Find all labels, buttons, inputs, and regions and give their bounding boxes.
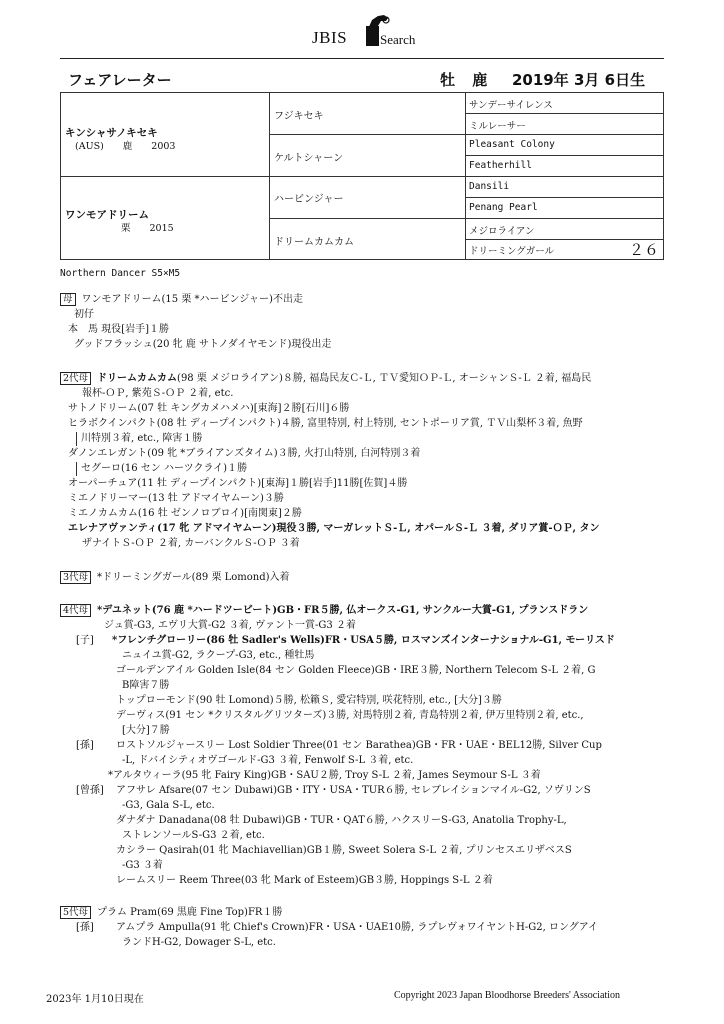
g5-text: プラム Pram(69 黒鹿 Fine Top)FR１勝 <box>97 907 283 918</box>
gen3-name: Dansili <box>469 181 510 192</box>
g4-line-19: レームスリー Reem Three(03 牝 Mark of Esteem)GB３勝, Hoppings S-L ２着 <box>116 875 493 886</box>
section-tag-5th-dam: 5代母 <box>60 906 91 919</box>
dam-line-1 <box>60 293 303 307</box>
g4-line-3: *フレンチグローリー(86 牡 Sadler's Wells)FR・USA５勝, ロスマンズインターナショナル-G1, モーリスド <box>112 635 615 646</box>
g2-line-5: 川特別３着, etc., 障害１勝 <box>76 432 202 446</box>
section-tag-dam: 母 <box>60 293 76 306</box>
g4-label-offspring: [子] <box>76 635 94 646</box>
gen2-cell-2 <box>270 135 466 177</box>
section-tag-2nd-dam: 2代母 <box>60 372 91 385</box>
family-number: ２６ <box>628 241 659 259</box>
pedigree-sire-cell <box>61 93 270 177</box>
g5-line-3: ランドH-G2, Dowager S-L, etc. <box>122 937 276 948</box>
section-tag-4th-dam: 4代母 <box>60 604 91 617</box>
g4-label-grandchildren: [孫] <box>76 740 94 751</box>
g2-line-12: ザナイトＳ-ＯＰ ２着, カーバンクルＳ-ＯＰ ３着 <box>82 538 300 549</box>
logo-jbis-text: JBIS <box>312 28 348 47</box>
dam-detail: 栗 2015 <box>121 223 174 234</box>
gen2-name: ドリームカムカム <box>274 237 354 248</box>
gen2-name: フジキセキ <box>274 111 324 122</box>
g5-label-grandchildren: [孫] <box>76 922 94 933</box>
logo-search-text: Search <box>380 32 416 47</box>
g4-line-6: B障害７勝 <box>122 680 170 691</box>
gen3-cell-5 <box>466 177 663 198</box>
g3-line-1 <box>60 571 290 585</box>
gen2-cell-3 <box>270 177 466 219</box>
dam-text: ワンモアドリーム(15 栗 *ハービンジャー)不出走 <box>81 294 303 305</box>
g5-line-2: アムプラ Ampulla(91 牝 Chief's Crown)FR・USA・UAE10勝, ラプレヴォワイヤントH-G2, ロングアイ <box>116 922 598 933</box>
gen3-cell-7 <box>466 219 663 240</box>
g2-line-10: ミエノカムカム(16 牡 ゼンノロブロイ)[南関東]２勝 <box>68 508 302 519</box>
g4-line-8: デーヴィス(91 セン *クリスタルグリツターズ)３勝, 対馬特別２着, 青島特別２着, 伊万里特別２着, etc., <box>116 710 584 721</box>
dam-name: ワンモアドリーム <box>65 209 149 221</box>
g2-text: (98 栗 メジロライアン)８勝, 福島民友Ｃ-Ｌ, ＴＶ愛知ＯＰ-Ｌ, オーシャンＳ-Ｌ ２着, 福島民 <box>177 373 592 384</box>
gen3-name: メジロライアン <box>469 226 535 237</box>
gen3-name: Pleasant Colony <box>469 139 555 150</box>
gen3-name: ドリーミングガール <box>469 246 555 257</box>
gen2-name: ケルトシャーン <box>274 153 344 164</box>
gen3-cell-4 <box>466 156 663 177</box>
pedigree-dam-cell <box>61 177 270 260</box>
g2-line-7: セグーロ(16 セン ハーツクライ)１勝 <box>76 462 247 476</box>
g4-line-18: -G3 ３着 <box>122 860 163 871</box>
footer-copyright: Copyright 2023 Japan Bloodhorse Breeders' Association <box>394 990 620 1001</box>
inbreeding-note: Northern Dancer S5×M5 <box>60 268 181 279</box>
gen2-cell-1 <box>270 93 466 135</box>
dam-line-2: 初仔 <box>74 309 94 320</box>
g4-line-10: ロストソルジャースリー Lost Soldier Three(01 セン Barathea)GB・FR・UAE・BEL12勝, Silver Cup <box>116 740 602 751</box>
gen2-name: ハービンジャー <box>274 194 344 205</box>
gen3-name: サンデーサイレンス <box>469 100 553 111</box>
g4-line-17: カシラー Qasirah(01 牝 Machiavellian)GB１勝, Sweet Solera S-L ２着, プリンセスエリザベスS <box>116 845 572 856</box>
g2-line-4: ヒラボクインパクト(08 牡 ディープインパクト)４勝, 富里特別, 村上特別, セントポーリア賞, ＴＶ山梨杯３着, 魚野 <box>68 418 583 429</box>
g4-line-7: トップローモンド(90 牡 Lomond)５勝, 松籟Ｓ, 愛宕特別, 咲花特別, etc., [大分]３勝 <box>116 695 502 706</box>
gen2-cell-4 <box>270 219 466 260</box>
g2-line-8: オーパーチュア(11 牡 ディープインパクト)[東海]１勝[岩手]11勝[佐賀]４勝 <box>68 478 408 489</box>
g2-line-6: ダノンエレガント(09 牝 *ブライアンズタイム)３勝, 火打山特別, 白河特別３着 <box>68 448 421 459</box>
horse-sex-color: 牡 鹿 <box>440 71 494 89</box>
footer-date: 2023年 1月10日現在 <box>46 994 144 1005</box>
g4-line-4: ニュイユ賞-G2, ラクープ-G3, etc., 種牡馬 <box>122 650 315 661</box>
gen3-cell-2 <box>466 114 663 135</box>
horse-name: フェアレーター <box>68 71 172 89</box>
g4-label-great-grandchildren: [曾孫] <box>76 785 104 796</box>
gen3-name: Penang Pearl <box>469 202 538 213</box>
g2-line-3: サトノドリーム(07 牡 キングカメハメハ)[東海]２勝[石川]６勝 <box>68 403 350 414</box>
horse-birth-date: 2019年 3月 6日生 <box>512 71 646 89</box>
g3-text: *ドリーミングガール(89 栗 Lomond)入着 <box>97 572 290 583</box>
dam-line-3: 本 馬 現役[岩手]１勝 <box>68 324 169 335</box>
gen3-cell-1 <box>466 93 663 114</box>
gen3-cell-6 <box>466 198 663 219</box>
g4-line-5: ゴールデンアイル Golden Isle(84 セン Golden Fleece)GB・IRE３勝, Northern Telecom S-L ２着, G <box>116 665 596 676</box>
jbis-search-logo[interactable] <box>312 14 424 50</box>
sire-detail: (AUS) 鹿 2003 <box>75 141 176 152</box>
gen3-cell-3 <box>466 135 663 156</box>
g4-line-11: -L, ドバイシティオヴゴールド-G3 ３着, Fenwolf S-L ３着, etc. <box>122 755 414 766</box>
dam-line-4: グッドフラッシュ(20 牝 鹿 サトノダイヤモンド)現役出走 <box>74 339 332 350</box>
section-tag-3rd-dam: 3代母 <box>60 571 91 584</box>
header-rule <box>60 58 664 59</box>
gen3-name: Featherhill <box>469 160 532 171</box>
logo-block <box>366 26 379 46</box>
g5-line-1 <box>60 906 282 920</box>
g4-line-1 <box>60 604 588 618</box>
g4-line-14: -G3, Gala S-L, etc. <box>122 800 215 811</box>
g4-line-12: *アルタウィーラ(95 牝 Fairy King)GB・SAU２勝, Troy S-L ２着, James Seymour S-L ３着 <box>108 770 541 781</box>
g2-line-2: 報杯-ＯＰ, 紫苑Ｓ-ＯＰ ２着, etc. <box>82 388 234 399</box>
sire-name: キンシャサノキセキ <box>65 127 158 139</box>
gen3-cell-8 <box>466 240 663 260</box>
g4-line-2: ジュ賞-G3, エヴリ大賞-G2 ３着, ヴァント一賞-G3 ２着 <box>104 620 356 631</box>
gen3-name: ミルレーサー <box>469 121 526 132</box>
g4-line-13: アフサレ Afsare(07 セン Dubawi)GB・ITY・USA・TUR６勝, セレブレイションマイル-G2, ソヴリンS <box>116 785 591 796</box>
g4-line-15: ダナダナ Danadana(08 牡 Dubawi)GB・TUR・QAT６勝, ハクスリーS-G3, Anatolia Trophy-L, <box>116 815 567 826</box>
g2-line-9: ミエノドリーマー(13 牡 アドマイヤムーン)３勝 <box>68 493 284 504</box>
g2-line-1 <box>60 372 591 386</box>
g2-dam-name: ドリームカムカム <box>97 373 178 384</box>
g4-line-16: ストレンソールS-G3 ２着, etc. <box>122 830 265 841</box>
g4-line-9: [大分]７勝 <box>122 725 170 736</box>
pedigree-table <box>60 92 664 260</box>
g4-text: *デユネット(76 鹿 *ハードツービート)GB・FR５勝, 仏オークス-G1, サンクルー大賞-G1, プランスドラン <box>97 605 589 616</box>
g2-line-11: エレナアヴァンティ(17 牝 アドマイヤムーン)現役３勝, マーガレットＳ-Ｌ, オパールＳ-Ｌ ３着, ダリア賞-ＯＰ, タン <box>68 523 600 534</box>
